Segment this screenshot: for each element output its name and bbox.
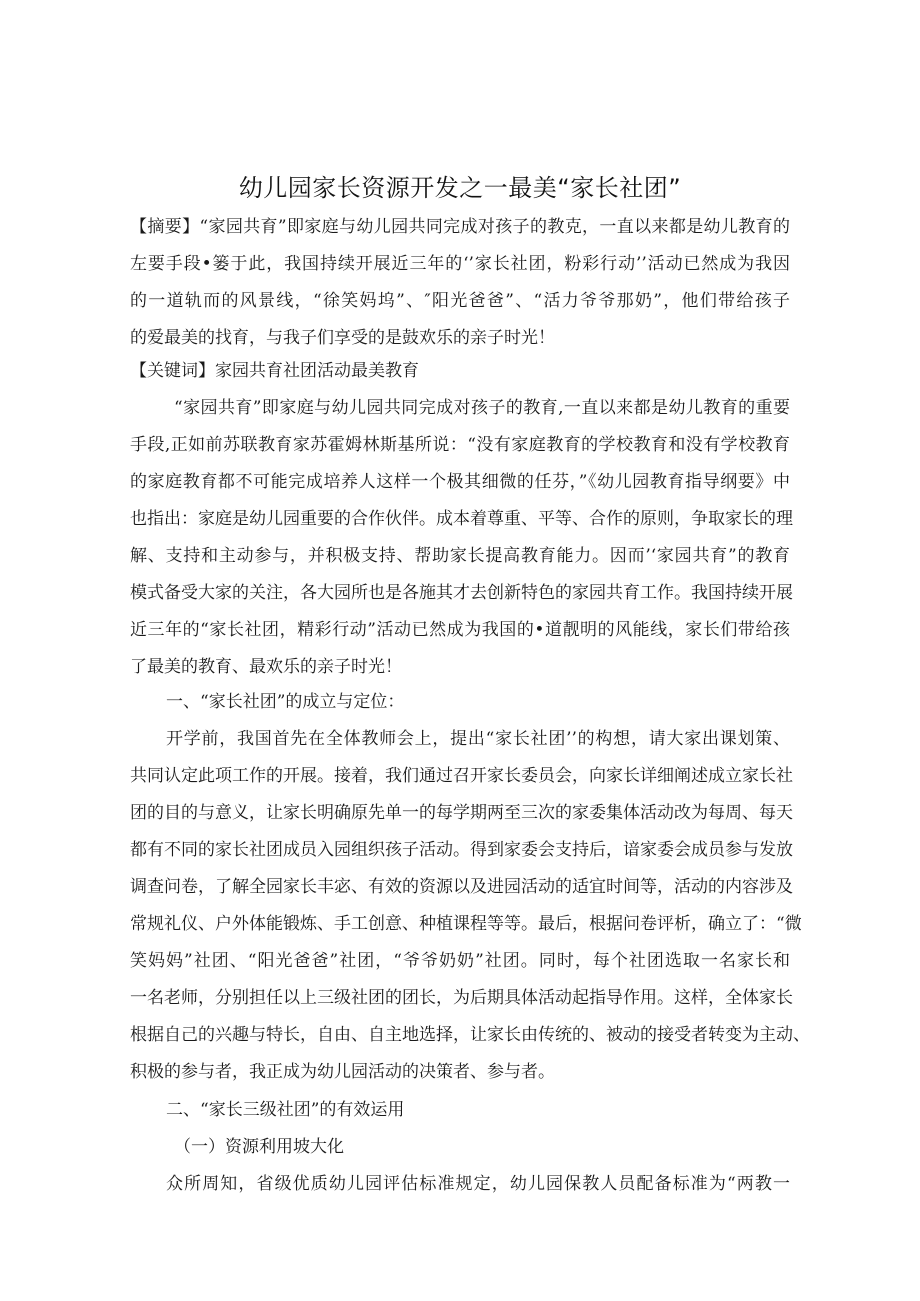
intro-line: 的家庭教育都不可能完成培养人这样一个极其细微的任芬，”《幼儿园教育指导纲要》中	[130, 472, 790, 492]
section1-line: 开学前，我国首先在全体教师会上，提出“家长社团’’的构想，请大家出课划策、	[166, 729, 790, 749]
section1-line: 调查问卷，了解全园家长丰宓、有效的资源以及进园活动的适宜时间等，活动的内容涉及	[130, 877, 793, 897]
abstract-line: 的爱最美的找育，与我子们享受的是鼓欢乐的亲子时光！	[130, 328, 555, 348]
subsection1-line: 众所周知，省级优质幼儿园评估标准规定，幼儿园保教人员配备标准为“两教一	[166, 1174, 790, 1194]
intro-line: 近三年的“家长社团，精彩行动”活动已然成为我国的•道靓明的风能线，家长们带给孩	[130, 620, 790, 640]
section1-line: 笑妈妈”社团、“阳光爸爸”社团，“爷爷奶奶”社团。同时，每个社团选取一名家长和	[130, 951, 790, 971]
abstract-line: 左要手段•篓于此，我国持续开展近三年的‘’家长社团，粉彩行动’’活动已然成为我因	[130, 254, 790, 274]
section1-line: 根据自己的兴趣与特长，自由、自主地选择，让家长由传统的、被动的接受者转变为主动、	[130, 1025, 810, 1045]
abstract-line: 【摘要】“家园共育”即家庭与幼儿园共同完成对孩子的教克，一直以来都是幼儿教育的	[130, 217, 790, 237]
intro-line: “家园共育”即家庭与幼儿园共同完成对孩子的教育,一直以来都是幼儿教育的重要	[174, 398, 790, 418]
intro-line: 解、支持和主动参与，并积极支持、帮助家长提高教育能力。因而’‘家园共育”的教育	[130, 546, 790, 566]
subsection-heading: （一）资源利用坡大化	[174, 1137, 344, 1157]
intro-line: 模式备受大家的关注，各大园所也是各施其才去创新特色的家园共育工作。我国持续开展	[130, 583, 793, 603]
intro-line: 也指出：家庭是幼儿园重要的合作伙伴。成本着尊重、平等、合作的原则，争取家长的理	[130, 509, 793, 529]
intro-line: 手段,正如前苏联教育家苏霍姆林斯基所说：“没有家庭教育的学校教育和没有学校教育	[130, 435, 790, 455]
section1-line: 积极的参与者，我正成为幼儿园活动的决策者、参与者。	[130, 1062, 555, 1082]
keywords-line: 【关键词】家园共育社团活动最美教育	[130, 361, 419, 381]
document-title: 幼儿园家长资源开发之一最美“家长社团”	[238, 174, 682, 202]
section1-line: 共同认定此项工作的开展。接着，我们通过召开家长委员会，向家长详细阐述成立家长社	[130, 766, 793, 786]
abstract-line: 的一道轨而的风景线，“徐笑妈坞”、″阳光爸爸”、“活力爷爷那奶”，他们带给孩子	[130, 291, 790, 311]
section1-line: 一名老师，分别担任以上三级社团的团长，为后期具体活动起指导作用。这样，全体家长	[130, 988, 793, 1008]
section-heading: 二、“家长三级社团”的有效运用	[166, 1100, 405, 1120]
intro-line: 了最美的教育、最欢乐的亲子时光！	[130, 657, 402, 677]
section1-line: 团的目的与意义，让家长明确原先单一的每学期两至三次的家委集体活动改为每周、每天	[130, 803, 793, 823]
section1-line: 常规礼仪、户外体能锻炼、手工创意、种植课程等等。最后，根据问卷评析，确立了：“微	[130, 914, 802, 934]
section-heading: 一、“家长社团”的成立与定位：	[166, 692, 405, 712]
section1-line: 都有不同的家长社团成员入园组织孩子活动。得到家委会支持后，谙家委会成员参与发放	[130, 840, 793, 860]
